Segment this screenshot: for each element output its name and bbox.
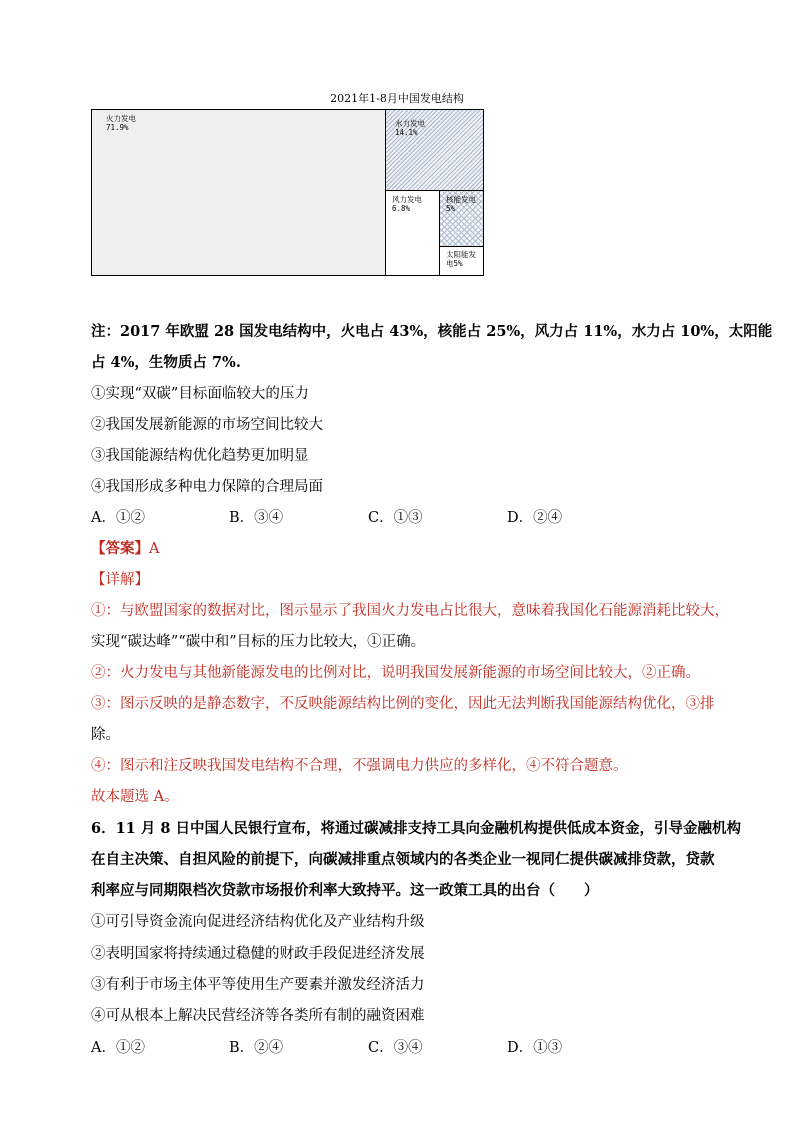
q6-option-d: D．①③	[507, 1040, 563, 1056]
chart-note-line2: 占 4%，生物质占 7%.	[91, 354, 241, 371]
conclusion: 故本题选 A。	[91, 789, 179, 805]
treemap-cell-thermal	[92, 110, 386, 275]
cell-name: 核能发电	[446, 195, 476, 204]
q6-statement-3: ③有利于市场主体平等使用生产要素并激发经济活力	[91, 977, 425, 993]
q5-option-c: C．①③	[368, 510, 423, 526]
cell-value: 6.8%	[392, 204, 411, 213]
chart-note: 注：2017 年欧盟 28 国发电结构中，火电占 43%，核能占 25%，风力占 11%，水力占 10%，太阳能	[91, 323, 773, 340]
cell-value: 71.9%	[106, 123, 129, 132]
q5-statement-3: ③我国能源结构优化趋势更加明显	[91, 448, 309, 464]
treemap-cell-nuclear	[440, 191, 483, 247]
treemap-chart	[91, 109, 484, 276]
answer-value: A	[149, 541, 160, 557]
cell-name: 太阳能发	[446, 250, 476, 259]
cell-value: 14.1%	[395, 128, 418, 137]
q5-statement-2: ②我国发展新能源的市场空间比较大	[91, 417, 323, 433]
q5-statement-1: ①实现“双碳”目标面临较大的压力	[91, 386, 309, 402]
q5-option-a: A．①②	[91, 510, 145, 526]
detail-tag: 【详解】	[91, 572, 149, 588]
q6-statement-1: ①可引导资金流向促进经济结构优化及产业结构升级	[91, 914, 425, 930]
answer-line	[91, 539, 159, 559]
chart-title: 2021年1-8月中国发电结构	[330, 92, 464, 105]
q6-option-c: C．③④	[368, 1040, 423, 1056]
cell-name: 水力发电	[395, 119, 425, 128]
q6-option-b: B．②④	[229, 1040, 284, 1056]
answer-tag: 【答案】	[91, 540, 149, 557]
q6-stem-line-3: 利率应与同期限档次贷款市场报价利率大致持平。这一政策工具的出台（ ）	[91, 882, 599, 899]
detail-line-6: ④：图示和注反映我国发电结构不合理，不强调电力供应的多样化，④不符合题意。	[91, 758, 628, 774]
cell-name: 风力发电	[392, 195, 422, 204]
cell-value: 电5%	[446, 259, 463, 268]
q6-stem-line-1: 6．11 月 8 日中国人民银行宣布，将通过碳减排支持工具向金融机构提供低成本资金，引导金融机构	[91, 820, 741, 837]
q5-statement-4: ④我国形成多种电力保障的合理局面	[91, 479, 323, 495]
q6-statement-4: ④可从根本上解决民营经济等各类所有制的融资困难	[91, 1008, 425, 1024]
q6-option-a: A．①②	[91, 1040, 145, 1056]
detail-line-4: ③：图示反映的是静态数字，不反映能源结构比例的变化，因此无法判断我国能源结构优化，③排	[91, 696, 715, 712]
detail-line-2: 实现“碳达峰”“碳中和”目标的压力比较大，①正确。	[91, 634, 426, 650]
cell-name: 火力发电	[106, 114, 136, 123]
q5-option-d: D．②④	[507, 510, 563, 526]
detail-line-3: ②：火力发电与其他新能源发电的比例对比，说明我国发展新能源的市场空间比较大，②正确。	[91, 665, 700, 681]
detail-line-1: ①：与欧盟国家的数据对比，图示显示了我国火力发电占比很大，意味着我国化石能源消耗比较大，	[91, 603, 729, 619]
treemap-cell-hydro	[386, 110, 483, 191]
treemap-cell-solar	[440, 247, 483, 275]
q5-option-b: B．③④	[229, 510, 284, 526]
treemap-cell-wind	[386, 191, 440, 275]
detail-line-5: 除。	[91, 727, 120, 743]
q6-stem-line-2: 在自主决策、自担风险的前提下，向碳减排重点领域内的各类企业一视同仁提供碳减排贷款，贷款	[91, 851, 715, 868]
q6-statement-2: ②表明国家将持续通过稳健的财政手段促进经济发展	[91, 946, 425, 962]
cell-value: 5%	[446, 204, 456, 213]
